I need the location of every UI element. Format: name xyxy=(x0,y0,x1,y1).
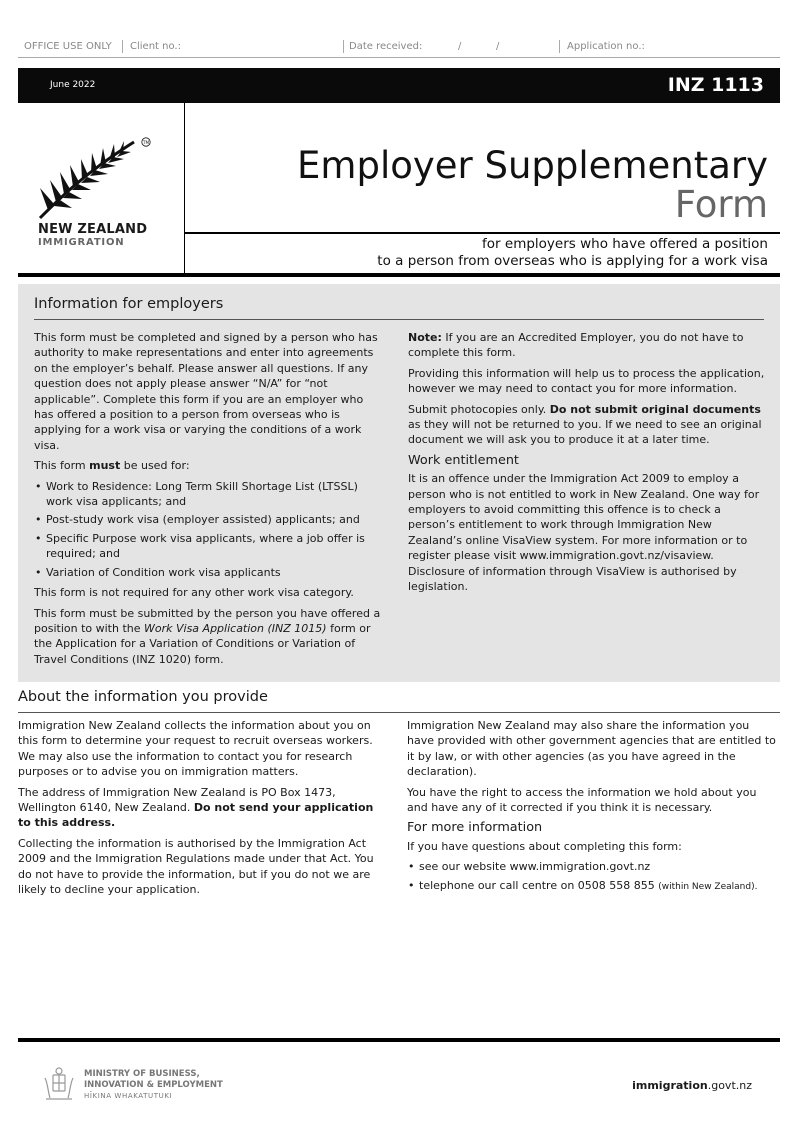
subtitle-line: to a person from overseas who is applying for a work visa xyxy=(377,253,768,269)
paragraph: Providing this information will help us to process the application, however we may need to contact you for more information. xyxy=(408,366,765,396)
text: This form xyxy=(34,459,90,473)
trademark-text: TM xyxy=(142,139,150,145)
information-for-employers-section xyxy=(18,284,780,682)
trademark-icon xyxy=(141,137,151,147)
client-no-label: Client no.: xyxy=(130,41,181,52)
page-title: Employer Supplementary xyxy=(297,144,768,187)
divider xyxy=(122,40,123,53)
list-item: • Variation of Condition work visa applicants xyxy=(34,565,386,580)
contact-list xyxy=(407,859,777,895)
list-item: • Work to Residence: Long Term Skill Shortage List (LTSSL) work visa applicants; and xyxy=(34,479,386,510)
site-bold: immigration xyxy=(632,1079,708,1092)
work-entitlement-heading: Work entitlement xyxy=(408,452,519,468)
divider xyxy=(559,40,560,53)
bold-text: Do not submit original documents xyxy=(549,402,761,416)
text: If you are an Accredited Employer, you do not have to complete this form. xyxy=(408,331,744,360)
about-heading: About the information you provide xyxy=(18,689,268,705)
header-bar xyxy=(18,68,780,103)
info-left-column xyxy=(34,330,386,672)
section-heading: Information for employers xyxy=(34,296,224,312)
subtitle-line: for employers who have offered a position xyxy=(482,236,768,252)
about-left-column xyxy=(18,718,380,902)
text: form or the Application for a Variation of Conditions or Variation of Travel Conditions (INZ 1020) form. xyxy=(34,621,371,666)
mbie-line: MINISTRY OF BUSINESS, xyxy=(84,1069,200,1079)
section-rule xyxy=(34,319,764,320)
page-subtitle xyxy=(377,236,768,270)
paragraph xyxy=(18,785,380,831)
paragraph xyxy=(34,606,386,668)
more-information-heading: For more information xyxy=(407,820,543,836)
page-title-form: Form xyxy=(674,183,768,226)
logo-text-immigration: IMMIGRATION xyxy=(38,237,125,248)
bold-text: must xyxy=(89,459,121,473)
mbie-logo-text xyxy=(84,1069,223,1102)
text: telephone our call centre on 0508 558 855 xyxy=(419,878,659,892)
footer-rule xyxy=(18,1038,780,1042)
paragraph xyxy=(408,402,766,448)
header-divider xyxy=(184,103,185,273)
list-item: • Post-study work visa (employer assisted) applicants; and xyxy=(34,512,386,527)
paragraph: Immigration New Zealand collects the information about you on this form to determine your request to recruit overseas workers. We may also use the information to contact you for research purposes or to advise you on immigration matters. xyxy=(18,719,373,779)
text: as they will not be returned to you. If we need to see an original document we will ask you to produce it at a later time. xyxy=(408,418,762,447)
paragraph: Immigration New Zealand may also share the information you have provided with other government agencies that are entitled to it by law, or with other agencies (as you have agreed in the declaration). xyxy=(407,719,776,779)
note-label: Note: xyxy=(408,331,442,344)
list-item: • see our website www.immigration.govt.nz xyxy=(407,859,777,874)
office-use-label: OFFICE USE ONLY xyxy=(24,41,112,52)
divider xyxy=(343,40,344,53)
form-code: INZ 1113 xyxy=(667,74,764,96)
paragraph: If you have questions about completing this form: xyxy=(407,839,682,853)
title-rule xyxy=(184,232,780,234)
about-right-column xyxy=(407,718,777,900)
date-slash: / xyxy=(496,41,500,52)
paragraph: Collecting the information is authorised by the Immigration Act 2009 and the Immigration Regulations made under that Act. You do not have to provide the information, but if you do not we are likely to decline your application. xyxy=(18,836,374,897)
date-received-label: Date received: xyxy=(349,41,423,52)
nz-immigration-logo xyxy=(38,136,150,248)
mbie-maori-name: HĪKINA WHAKATUTUKI xyxy=(84,1092,173,1100)
section-rule xyxy=(18,712,780,713)
text: The address of Immigration New Zealand is PO Box 1473, Wellington 6140, New Zealand. xyxy=(18,785,336,815)
work-visa-list xyxy=(34,479,386,580)
paragraph xyxy=(34,458,386,473)
application-no-label: Application no.: xyxy=(567,41,645,52)
note-paragraph xyxy=(408,330,766,361)
italic-text: Work Visa Application (INZ 1015) xyxy=(144,621,327,635)
info-right-column xyxy=(408,330,766,600)
paragraph: This form is not required for any other work visa category. xyxy=(34,586,354,600)
list-item xyxy=(407,878,777,895)
coat-of-arms-icon xyxy=(40,1066,78,1104)
office-use-row xyxy=(18,38,780,58)
website-url[interactable] xyxy=(632,1079,752,1092)
paragraph: It is an offence under the Immigration Act 2009 to employ a person who is not entitled to work in New Zealand. One way for employers to avoid committing this offence is to check a person’s entitlement to work through Immigration New Zealand’s online VisaView system. For more information or to register please visit www.immigration.govt.nz/visaview. Disclosure of information through VisaView is authorised by legislation. xyxy=(408,472,760,594)
paragraph: This form must be completed and signed by a person who has authority to make representations and enter into agreements on the employer’s behalf. Please answer all questions. If any question does not apply please answer “N/A” for “not applicable”. Complete this form if you are an employer who has offered a position to a person from overseas who is applying for a work visa or varying the conditions of a work visa. xyxy=(34,331,378,452)
site-rest: .govt.nz xyxy=(707,1079,752,1092)
paragraph: You have the right to access the information we hold about you and have any of it corrected if you think it is necessary. xyxy=(407,785,757,815)
logo-text-new-zealand: NEW ZEALAND xyxy=(38,222,148,237)
list-item: • Specific Purpose work visa applicants, where a job offer is required; and xyxy=(34,531,386,562)
text: This form must be submitted by the person you have offered a position to with the xyxy=(34,606,381,635)
date-slash: / xyxy=(458,41,462,52)
text: be used for: xyxy=(120,459,190,473)
form-date: June 2022 xyxy=(50,80,96,90)
mbie-line: INNOVATION & EMPLOYMENT xyxy=(84,1080,223,1090)
bold-text: Do not send your application to this address. xyxy=(18,801,374,830)
small-text: (within New Zealand). xyxy=(658,881,758,892)
silver-fern-icon xyxy=(38,136,150,220)
text: Submit photocopies only. xyxy=(408,402,550,416)
header-rule xyxy=(18,273,780,277)
